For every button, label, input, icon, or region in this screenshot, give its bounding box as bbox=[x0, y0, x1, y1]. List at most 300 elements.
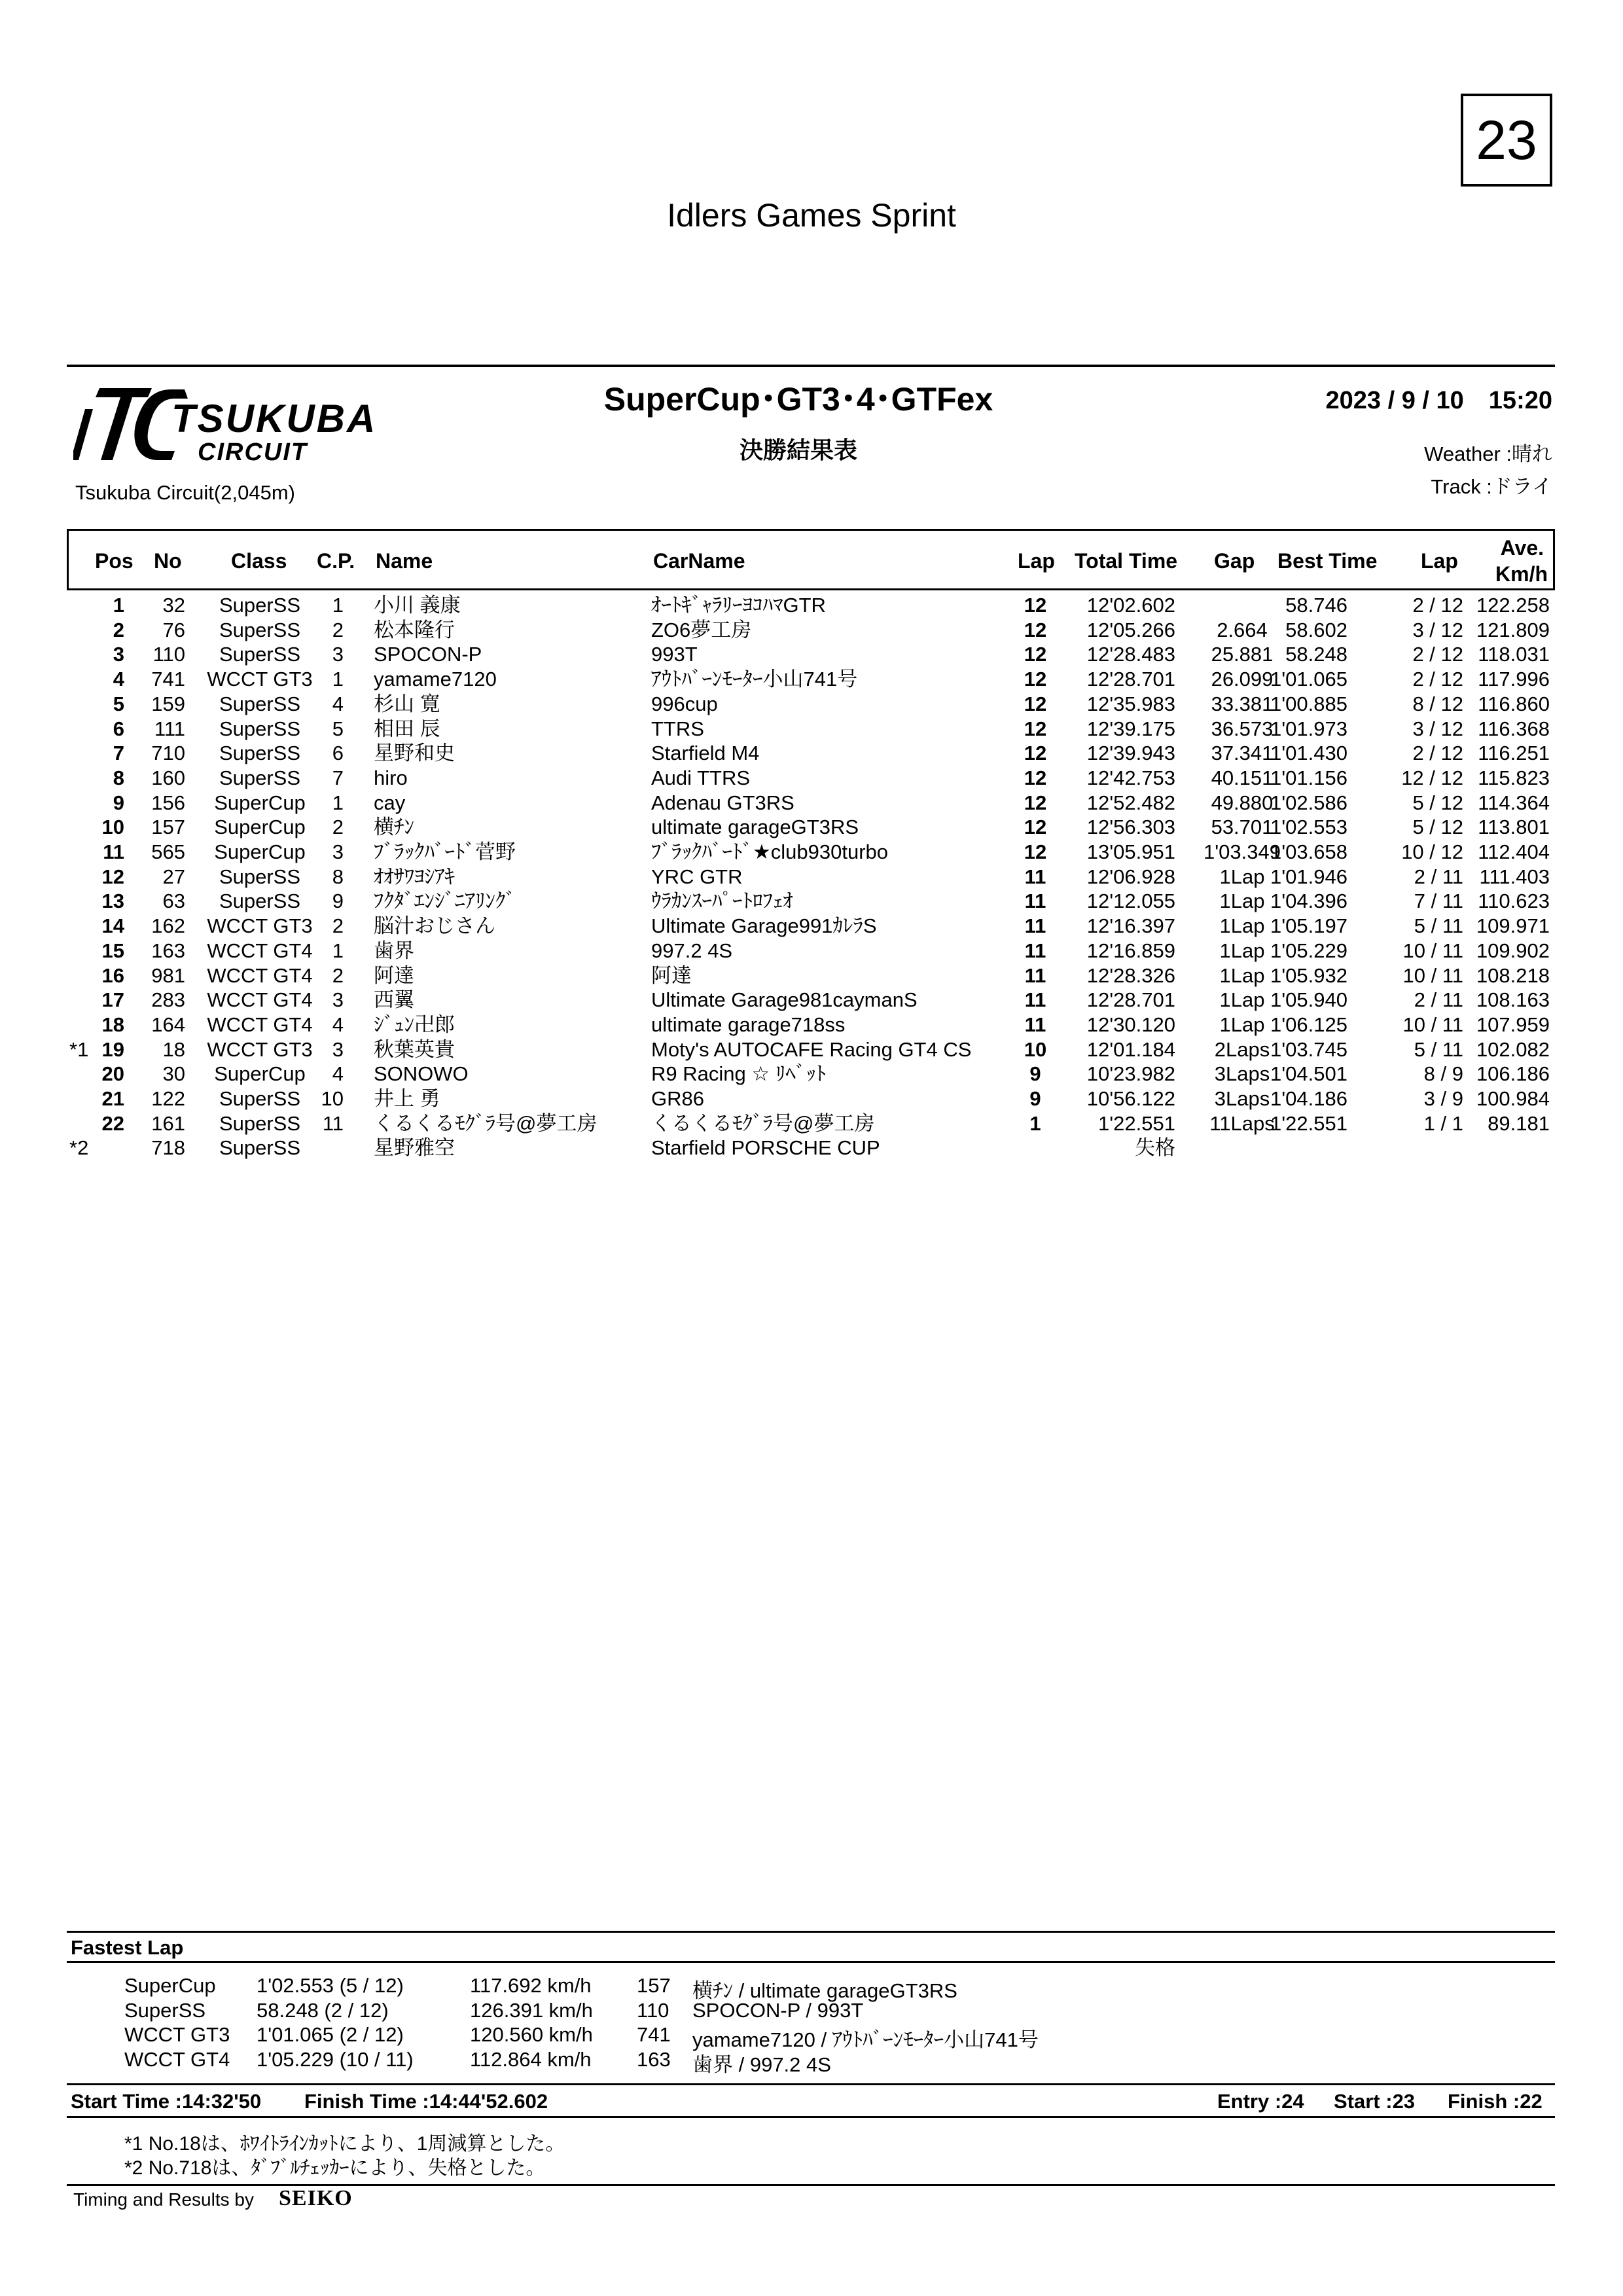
row-best-lap: 10 / 11 bbox=[1402, 939, 1463, 962]
fl-speed: 117.692 km/h bbox=[470, 1974, 592, 1997]
row-laps: 11 bbox=[1024, 963, 1046, 987]
row-laps: 1 bbox=[1029, 1111, 1041, 1135]
row-car-number: 111 bbox=[154, 717, 185, 740]
row-gap: 1Lap bbox=[1219, 988, 1265, 1012]
fl-driver-car: yamame7120 / ｱｳﾄﾊﾞｰﾝﾓｰﾀｰ小山741号 bbox=[692, 2028, 1039, 2051]
table-row bbox=[67, 1136, 1555, 1160]
row-car-name: TTRS bbox=[651, 717, 704, 740]
row-driver-name: 横ﾁﾝ bbox=[374, 816, 414, 839]
summary-bottom-rule bbox=[67, 2116, 1555, 2118]
row-best-time: 1'03.745 bbox=[1270, 1037, 1347, 1061]
row-class-position: 3 bbox=[332, 643, 344, 666]
row-average-speed: 113.801 bbox=[1478, 816, 1550, 839]
fl-driver-car: 歯界 / 997.2 4S bbox=[692, 2053, 831, 2076]
table-row bbox=[67, 667, 1555, 692]
row-total-time: 12'16.397 bbox=[1086, 914, 1175, 938]
row-best-time: 1'05.197 bbox=[1270, 914, 1347, 938]
table-row bbox=[67, 815, 1555, 840]
fl-speed: 126.391 km/h bbox=[470, 1998, 593, 2022]
start-count: Start :23 bbox=[1334, 2090, 1416, 2113]
header-lap: Lap bbox=[1018, 549, 1055, 573]
header-total-time: Total Time bbox=[1075, 549, 1178, 573]
row-class: WCCT GT4 bbox=[207, 1013, 313, 1036]
table-row bbox=[67, 717, 1555, 742]
row-best-time: 1'01.430 bbox=[1270, 742, 1347, 765]
row-car-number: 159 bbox=[151, 692, 185, 715]
row-best-lap: 12 / 12 bbox=[1401, 766, 1463, 789]
row-laps: 12 bbox=[1024, 717, 1047, 740]
row-note: *1 bbox=[69, 1037, 89, 1061]
row-average-speed: 116.251 bbox=[1478, 742, 1550, 765]
row-best-lap: 8 / 9 bbox=[1423, 1062, 1463, 1086]
row-pos: 6 bbox=[113, 717, 124, 740]
row-gap: 1Lap bbox=[1219, 1013, 1265, 1036]
row-best-lap: 5 / 11 bbox=[1414, 914, 1463, 938]
row-driver-name: 相田 辰 bbox=[374, 717, 440, 740]
row-best-lap: 2 / 12 bbox=[1412, 742, 1463, 765]
row-driver-name: 星野雅空 bbox=[374, 1136, 455, 1160]
row-pos: 1 bbox=[113, 594, 124, 617]
row-total-time: 13'05.951 bbox=[1086, 840, 1175, 863]
row-gap: 1Lap bbox=[1219, 889, 1265, 913]
row-pos: 13 bbox=[101, 889, 124, 913]
row-class-position: 1 bbox=[332, 791, 344, 814]
row-class-position: 11 bbox=[322, 1111, 344, 1135]
row-car-number: 161 bbox=[151, 1111, 185, 1135]
header-best-time: Best Time bbox=[1277, 549, 1378, 573]
row-pos: 14 bbox=[101, 914, 124, 938]
row-car-number: 160 bbox=[151, 766, 185, 789]
row-class-position: 2 bbox=[332, 816, 344, 839]
row-pos: 5 bbox=[113, 692, 124, 715]
row-total-time: 失格 bbox=[1135, 1136, 1175, 1160]
row-average-speed: 110.623 bbox=[1478, 889, 1550, 913]
row-average-speed: 109.902 bbox=[1476, 939, 1550, 962]
header-name: Name bbox=[376, 549, 433, 573]
row-best-lap: 8 / 12 bbox=[1412, 692, 1463, 715]
row-pos: 10 bbox=[101, 816, 124, 839]
row-total-time: 12'06.928 bbox=[1086, 865, 1175, 888]
row-class: SuperSS bbox=[219, 618, 301, 641]
row-laps: 9 bbox=[1029, 1087, 1041, 1110]
row-class: WCCT GT4 bbox=[207, 939, 313, 962]
row-gap: 36.573 bbox=[1211, 717, 1274, 740]
row-laps: 9 bbox=[1029, 1062, 1041, 1086]
row-gap: 49.880 bbox=[1211, 791, 1274, 814]
row-car-number: 163 bbox=[151, 939, 185, 962]
row-class-position: 10 bbox=[321, 1087, 344, 1110]
row-car-name: Adenau GT3RS bbox=[651, 791, 794, 814]
row-class-position: 3 bbox=[332, 1037, 344, 1061]
fl-class: WCCT GT3 bbox=[124, 2023, 230, 2046]
row-note: *2 bbox=[69, 1136, 89, 1160]
row-class: WCCT GT4 bbox=[207, 988, 313, 1012]
row-best-lap: 1 / 1 bbox=[1423, 1111, 1463, 1135]
row-best-time: 1'05.940 bbox=[1270, 988, 1347, 1012]
row-gap: 11Laps bbox=[1209, 1111, 1275, 1135]
table-row bbox=[67, 593, 1555, 618]
row-gap: 25.881 bbox=[1211, 643, 1274, 666]
row-pos: 17 bbox=[101, 988, 124, 1012]
row-average-speed: 111.403 bbox=[1479, 865, 1550, 888]
row-average-speed: 118.031 bbox=[1478, 643, 1550, 666]
row-best-lap: 5 / 12 bbox=[1412, 816, 1463, 839]
row-gap: 1'03.349 bbox=[1204, 840, 1281, 863]
row-gap: 37.341 bbox=[1211, 742, 1274, 765]
row-car-number: 741 bbox=[151, 668, 185, 691]
row-pos: 16 bbox=[101, 963, 124, 987]
row-laps: 11 bbox=[1024, 865, 1046, 888]
row-class: SuperSS bbox=[219, 1111, 301, 1135]
row-gap: 1Lap bbox=[1219, 939, 1265, 962]
row-average-speed: 108.163 bbox=[1476, 988, 1550, 1012]
row-pos: 2 bbox=[113, 618, 124, 641]
row-car-number: 283 bbox=[151, 988, 185, 1012]
table-row bbox=[67, 840, 1555, 865]
row-class-position: 5 bbox=[332, 717, 344, 740]
fl-time: 1'01.065 (2 / 12) bbox=[257, 2023, 404, 2046]
row-gap: 33.381 bbox=[1211, 692, 1274, 715]
row-best-lap: 2 / 11 bbox=[1414, 865, 1463, 888]
row-best-time: 1'06.125 bbox=[1270, 1013, 1347, 1036]
row-car-number: 156 bbox=[151, 791, 185, 814]
row-driver-name: ｵｵｻﾜﾖｼｱｷ bbox=[374, 865, 455, 888]
row-pos: 11 bbox=[103, 840, 124, 863]
row-driver-name: 秋葉英貴 bbox=[374, 1037, 455, 1061]
row-class-position: 2 bbox=[332, 914, 344, 938]
row-best-time: 58.248 bbox=[1285, 643, 1347, 666]
svg-text:CIRCUIT: CIRCUIT bbox=[198, 439, 308, 465]
row-car-name: Moty's AUTOCAFE Racing GT4 CS bbox=[651, 1037, 972, 1061]
row-car-number: 32 bbox=[162, 594, 185, 617]
row-car-number: 718 bbox=[151, 1136, 185, 1160]
row-laps: 11 bbox=[1024, 914, 1046, 938]
row-driver-name: SPOCON-P bbox=[374, 643, 482, 666]
row-total-time: 12'02.602 bbox=[1086, 594, 1175, 617]
fl-time: 1'02.553 (5 / 12) bbox=[257, 1974, 404, 1997]
row-driver-name: SONOWO bbox=[374, 1062, 469, 1086]
row-best-time: 1'01.946 bbox=[1270, 865, 1347, 888]
row-best-lap: 2 / 12 bbox=[1412, 594, 1463, 617]
fl-car-number: 157 bbox=[637, 1974, 671, 1997]
row-best-time: 1'02.586 bbox=[1270, 791, 1347, 814]
row-driver-name: 井上 勇 bbox=[374, 1087, 440, 1110]
row-average-speed: 100.984 bbox=[1476, 1087, 1550, 1110]
row-total-time: 12'28.483 bbox=[1086, 643, 1175, 666]
row-class-position: 1 bbox=[332, 939, 344, 962]
row-pos: 4 bbox=[113, 668, 124, 691]
row-total-time: 12'28.701 bbox=[1086, 988, 1175, 1012]
row-car-name: ZO6夢工房 bbox=[651, 618, 752, 641]
row-pos: 19 bbox=[101, 1037, 124, 1061]
row-car-name: Audi TTRS bbox=[651, 766, 751, 789]
svg-text:TSUKUBA: TSUKUBA bbox=[171, 397, 378, 440]
row-pos: 12 bbox=[101, 865, 124, 888]
row-class-position: 8 bbox=[332, 865, 344, 888]
row-class: SuperSS bbox=[219, 692, 301, 715]
seiko-logo: SEIKO bbox=[279, 2186, 353, 2210]
row-class: SuperSS bbox=[219, 643, 301, 666]
row-laps: 12 bbox=[1024, 668, 1047, 691]
table-row bbox=[67, 791, 1555, 816]
row-pos: 7 bbox=[113, 742, 124, 765]
row-pos: 3 bbox=[113, 643, 124, 666]
row-average-speed: 114.364 bbox=[1478, 791, 1550, 814]
row-pos: 15 bbox=[101, 939, 124, 962]
row-class-position: 1 bbox=[332, 594, 344, 617]
entry-count: Entry :24 bbox=[1217, 2090, 1304, 2113]
table-row bbox=[67, 1111, 1555, 1136]
row-average-speed: 106.186 bbox=[1476, 1062, 1550, 1086]
fl-car-number: 741 bbox=[637, 2023, 671, 2046]
row-car-number: 30 bbox=[162, 1062, 185, 1086]
row-best-time: 1'02.553 bbox=[1270, 816, 1347, 839]
row-car-number: 565 bbox=[151, 840, 185, 863]
row-best-lap: 10 / 12 bbox=[1401, 840, 1463, 863]
row-total-time: 10'23.982 bbox=[1086, 1062, 1175, 1086]
row-average-speed: 109.971 bbox=[1476, 914, 1550, 938]
row-pos: 21 bbox=[101, 1087, 124, 1110]
row-car-number: 122 bbox=[151, 1087, 185, 1110]
race-date: 2023 / 9 / 10 15:20 bbox=[1325, 387, 1552, 414]
fl-speed: 120.560 km/h bbox=[470, 2023, 593, 2046]
row-total-time: 12'35.983 bbox=[1086, 692, 1175, 715]
table-row bbox=[67, 1013, 1555, 1037]
row-gap: 3Laps bbox=[1214, 1087, 1270, 1110]
table-row bbox=[67, 914, 1555, 939]
table-row bbox=[67, 1062, 1555, 1086]
row-pos: 9 bbox=[113, 791, 124, 814]
row-car-name: ﾌﾞﾗｯｸﾊﾞｰﾄﾞ★club930turbo bbox=[651, 840, 889, 863]
header-kmh: Km/h bbox=[1495, 562, 1548, 586]
row-car-number: 110 bbox=[152, 643, 185, 666]
row-best-time: 1'00.885 bbox=[1270, 692, 1347, 715]
row-class-position: 2 bbox=[332, 618, 344, 641]
row-car-number: 18 bbox=[162, 1037, 185, 1061]
row-best-time: 58.746 bbox=[1285, 594, 1347, 617]
row-class: SuperCup bbox=[214, 1062, 306, 1086]
table-row bbox=[67, 865, 1555, 889]
row-best-lap: 3 / 12 bbox=[1412, 618, 1463, 641]
row-laps: 11 bbox=[1024, 1013, 1046, 1036]
row-laps: 12 bbox=[1024, 643, 1047, 666]
row-laps: 12 bbox=[1024, 816, 1047, 839]
row-laps: 11 bbox=[1024, 939, 1046, 962]
row-best-time: 1'01.156 bbox=[1270, 766, 1347, 789]
header-class: Class bbox=[231, 549, 287, 573]
row-average-speed: 107.959 bbox=[1476, 1013, 1550, 1036]
row-car-name: ultimate garage718ss bbox=[651, 1013, 846, 1036]
row-laps: 12 bbox=[1024, 594, 1047, 617]
row-class: WCCT GT3 bbox=[207, 668, 313, 691]
circuit-name: Tsukuba Circuit(2,045m) bbox=[75, 481, 295, 504]
row-car-number: 710 bbox=[151, 742, 185, 765]
row-best-time: 1'04.396 bbox=[1270, 889, 1347, 913]
row-class-position: 9 bbox=[332, 889, 344, 913]
row-class: SuperCup bbox=[214, 791, 306, 814]
row-car-name: くるくるﾓｸﾞﾗ号@夢工房 bbox=[651, 1111, 875, 1135]
row-class-position: 6 bbox=[332, 742, 344, 765]
row-car-number: 162 bbox=[151, 914, 185, 938]
row-gap: 1Lap bbox=[1219, 865, 1265, 888]
row-class: SuperSS bbox=[219, 1087, 301, 1110]
row-pos: 8 bbox=[113, 766, 124, 789]
table-row bbox=[67, 741, 1555, 766]
page-number: 23 bbox=[1461, 94, 1552, 187]
row-car-name: R9 Racing ☆ ﾘﾍﾞｯﾄ bbox=[651, 1062, 827, 1086]
row-total-time: 12'42.753 bbox=[1086, 766, 1175, 789]
row-average-speed: 122.258 bbox=[1476, 594, 1550, 617]
row-best-lap: 2 / 11 bbox=[1414, 988, 1463, 1012]
row-car-number: 76 bbox=[162, 618, 185, 641]
start-time: Start Time :14:32'50 bbox=[71, 2090, 262, 2113]
row-driver-name: 星野和史 bbox=[374, 742, 455, 765]
row-average-speed: 102.082 bbox=[1476, 1037, 1550, 1061]
event-title: Idlers Games Sprint bbox=[667, 197, 956, 234]
table-row bbox=[67, 642, 1555, 667]
row-average-speed: 116.860 bbox=[1478, 692, 1550, 715]
footnote-2: *2 No.718は、ﾀﾞﾌﾞﾙﾁｪｯｶｰにより、失格とした。 bbox=[124, 2157, 546, 2179]
row-car-name: ultimate garageGT3RS bbox=[651, 816, 859, 839]
row-best-time: 1'04.501 bbox=[1270, 1062, 1347, 1086]
row-class: SuperCup bbox=[214, 840, 306, 863]
row-best-lap: 2 / 12 bbox=[1412, 643, 1463, 666]
row-total-time: 12'52.482 bbox=[1086, 791, 1175, 814]
table-row bbox=[67, 1086, 1555, 1111]
row-car-name: YRC GTR bbox=[651, 865, 743, 888]
row-car-name: ｵｰﾄｷﾞｬﾗﾘｰﾖｺﾊﾏGTR bbox=[651, 594, 826, 617]
row-class: SuperSS bbox=[219, 1136, 301, 1160]
row-best-time: 1'01.973 bbox=[1270, 717, 1347, 740]
fastest-lap-title: Fastest Lap bbox=[71, 1936, 184, 1959]
row-driver-name: cay bbox=[374, 791, 406, 814]
header-gap: Gap bbox=[1214, 549, 1255, 573]
row-car-name: 997.2 4S bbox=[651, 939, 733, 962]
row-class-position: 4 bbox=[332, 1062, 344, 1086]
row-car-number: 63 bbox=[162, 889, 185, 913]
fl-class: SuperSS bbox=[124, 1998, 206, 2022]
row-car-name: ｳﾗｶﾝｽｰﾊﾟｰﾄﾛﾌｪｵ bbox=[651, 889, 793, 913]
results-header bbox=[67, 529, 1555, 590]
row-driver-name: 小川 義康 bbox=[374, 594, 461, 617]
row-driver-name: 脳汁おじさん bbox=[374, 914, 495, 938]
row-laps: 12 bbox=[1024, 618, 1047, 641]
row-total-time: 10'56.122 bbox=[1086, 1087, 1175, 1110]
row-class: SuperSS bbox=[219, 594, 301, 617]
row-car-name: Ultimate Garage981caymanS bbox=[651, 988, 918, 1012]
table-row bbox=[67, 988, 1555, 1013]
header-cp: C.P. bbox=[317, 549, 355, 573]
row-average-speed: 117.996 bbox=[1478, 668, 1550, 691]
weather: Weather :晴れ bbox=[1424, 442, 1552, 465]
row-gap: 2.664 bbox=[1217, 618, 1268, 641]
row-pos: 22 bbox=[101, 1111, 124, 1135]
fastest-lap-title-rule bbox=[67, 1961, 1555, 1963]
row-best-time: 1'03.658 bbox=[1270, 840, 1347, 863]
row-class-position: 7 bbox=[332, 766, 344, 789]
timing-label: Timing and Results by bbox=[73, 2189, 254, 2210]
row-best-lap: 10 / 11 bbox=[1402, 1013, 1463, 1036]
row-total-time: 12'28.701 bbox=[1086, 668, 1175, 691]
row-best-lap: 2 / 12 bbox=[1412, 668, 1463, 691]
row-car-name: Starfield PORSCHE CUP bbox=[651, 1136, 880, 1160]
result-title: 決勝結果表 bbox=[739, 437, 857, 463]
row-total-time: 12'12.055 bbox=[1086, 889, 1175, 913]
row-car-name: Ultimate Garage991ｶﾚﾗS bbox=[651, 914, 877, 938]
table-row bbox=[67, 939, 1555, 963]
row-laps: 11 bbox=[1024, 889, 1046, 913]
row-car-number: 164 bbox=[151, 1013, 185, 1036]
row-car-number: 157 bbox=[151, 816, 185, 839]
fl-driver-car: SPOCON-P / 993T bbox=[692, 1998, 864, 2022]
row-car-name: 阿達 bbox=[651, 963, 692, 987]
row-gap: 2Laps bbox=[1214, 1037, 1270, 1061]
header-top-rule bbox=[67, 365, 1555, 367]
row-gap: 26.099 bbox=[1211, 668, 1274, 691]
finish-time: Finish Time :14:44'52.602 bbox=[304, 2090, 548, 2113]
header-ave: Ave. bbox=[1500, 536, 1544, 560]
row-class: WCCT GT3 bbox=[207, 1037, 313, 1061]
row-class-position: 3 bbox=[332, 840, 344, 863]
row-gap: 1Lap bbox=[1219, 963, 1265, 987]
fl-class: SuperCup bbox=[124, 1974, 216, 1997]
fl-car-number: 110 bbox=[637, 1998, 669, 2022]
row-gap: 1Lap bbox=[1219, 914, 1265, 938]
fl-speed: 112.864 km/h bbox=[470, 2047, 592, 2071]
row-driver-name: くるくるﾓｸﾞﾗ号@夢工房 bbox=[374, 1111, 597, 1135]
table-row bbox=[67, 692, 1555, 717]
race-name: SuperCup･GT3･4･GTFex bbox=[603, 381, 993, 418]
row-best-lap: 5 / 11 bbox=[1414, 1037, 1463, 1061]
row-car-name: GR86 bbox=[651, 1087, 704, 1110]
row-driver-name: 杉山 寛 bbox=[374, 692, 440, 715]
table-row bbox=[67, 766, 1555, 791]
footnote-1: *1 No.18は、ﾎﾜｲﾄﾗｲﾝｶｯﾄにより、1周減算とした。 bbox=[124, 2133, 565, 2155]
row-best-lap: 7 / 11 bbox=[1414, 889, 1463, 913]
row-laps: 12 bbox=[1024, 742, 1047, 765]
row-laps: 12 bbox=[1024, 840, 1047, 863]
row-best-lap: 5 / 12 bbox=[1412, 791, 1463, 814]
table-row bbox=[67, 1037, 1555, 1062]
row-gap: 53.701 bbox=[1211, 816, 1274, 839]
row-average-speed: 121.809 bbox=[1476, 618, 1550, 641]
row-best-time: 1'05.932 bbox=[1270, 963, 1347, 987]
row-pos: 20 bbox=[101, 1062, 124, 1086]
row-total-time: 12'30.120 bbox=[1086, 1013, 1175, 1036]
row-driver-name: ﾌﾞﾗｯｸﾊﾞｰﾄﾞ菅野 bbox=[374, 840, 516, 863]
row-laps: 12 bbox=[1024, 692, 1047, 715]
fl-class: WCCT GT4 bbox=[124, 2047, 230, 2071]
row-best-lap: 10 / 11 bbox=[1402, 963, 1463, 987]
row-average-speed: 108.218 bbox=[1476, 963, 1550, 987]
fl-time: 58.248 (2 / 12) bbox=[257, 1998, 389, 2022]
header-carname: CarName bbox=[653, 549, 745, 573]
fl-car-number: 163 bbox=[637, 2047, 671, 2071]
row-class: SuperSS bbox=[219, 766, 301, 789]
row-class: WCCT GT4 bbox=[207, 963, 313, 987]
header-best-lap: Lap bbox=[1421, 549, 1458, 573]
fl-driver-car: 横ﾁﾝ / ultimate garageGT3RS bbox=[692, 1979, 957, 2002]
row-total-time: 12'01.184 bbox=[1086, 1037, 1175, 1061]
row-class-position: 2 bbox=[332, 963, 344, 987]
row-total-time: 1'22.551 bbox=[1098, 1111, 1175, 1135]
row-total-time: 12'28.326 bbox=[1086, 963, 1175, 987]
fl-time: 1'05.229 (10 / 11) bbox=[257, 2047, 414, 2071]
row-driver-name: 西翼 bbox=[374, 988, 414, 1012]
row-pos: 18 bbox=[101, 1013, 124, 1036]
row-class-position: 4 bbox=[332, 1013, 344, 1036]
row-total-time: 12'39.175 bbox=[1086, 717, 1175, 740]
